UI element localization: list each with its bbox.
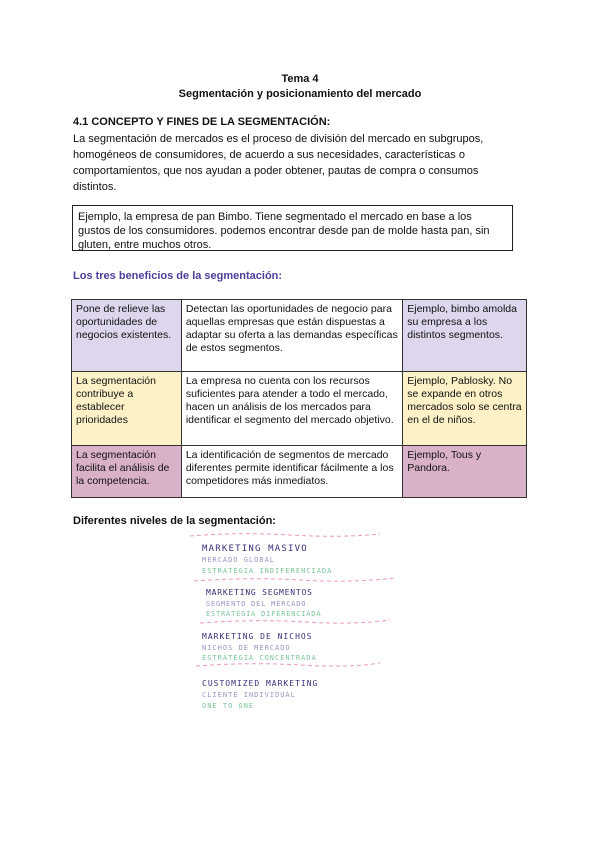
example-cell: Ejemplo, bimbo amolda su empresa a los distintos segmentos. (403, 300, 527, 372)
description-cell: La identificación de segmentos de mercado diferentes permite identificar fácilmente a los competidores más inmediatos. (181, 446, 402, 498)
benefit-cell: La segmentación contribuye a establecer prioridades (72, 372, 182, 446)
level-heading: MARKETING DE NICHOS (202, 632, 313, 641)
intro-paragraph: La segmentación de mercados es el proceso de división del mercado en subgrupos, homogéneos de consumidores, de acuerdo a sus necesidades, características o comportamientos, que nos ayudan a poder obtener, pautas de compra o consumos distintos. (73, 133, 484, 193)
level-line2: ONE TO ONE (202, 702, 255, 710)
benefit-cell: La segmentación facilita el análisis de la competencia. (72, 446, 182, 498)
level-line1: CLIENTE INDIVIDUAL (202, 691, 296, 699)
separator-line (194, 578, 395, 581)
level-line2: ESTRATEGIA CONCENTRADA (202, 654, 317, 662)
separator-line (200, 620, 390, 623)
example-cell: Ejemplo, Pablosky. No se expande en otros mercados solo se centra en el de niños. (403, 372, 527, 446)
separator-line (196, 663, 380, 666)
benefit-cell: Pone de relieve las oportunidades de negocios existentes. (72, 300, 182, 372)
level-heading: MARKETING MASIVO (202, 544, 308, 554)
table-row (72, 372, 527, 446)
level-line1: SEGMENTO DEL MERCADO (206, 600, 307, 608)
levels-title: Diferentes niveles de la segmentación: (73, 515, 276, 527)
example-text: Ejemplo, la empresa de pan Bimbo. Tiene segmentado el mercado en base a los gustos de los consumidores. podemos encontrar desde pan de molde hasta pan, sin gluten, entre muchos otros. (78, 211, 490, 251)
level-line1: MERCADO GLOBAL (202, 556, 276, 564)
separator-line (190, 534, 380, 537)
example-box (72, 205, 513, 251)
example-cell: Ejemplo, Tous y Pandora. (403, 446, 527, 498)
level-heading: CUSTOMIZED MARKETING (202, 679, 319, 688)
handwritten-notes (180, 528, 410, 718)
level-line2: ESTRATEGIA DIFERENCIADA (206, 610, 322, 618)
level-line1: NICHOS DE MERCADO (202, 644, 291, 652)
description-cell: Detectan las oportunidades de negocio para aquellas empresas que están dispuestas a adaptar su oferta a las demandas específicas de estos segmentos. (181, 300, 402, 372)
benefits-table (71, 299, 527, 498)
topic-number: Tema 4 (281, 73, 319, 85)
level-line2: ESTRATEGIA INDIFERENCIADA (202, 567, 333, 575)
benefits-title: Los tres beneficios de la segmentación: (73, 270, 283, 282)
document-header (0, 72, 600, 102)
level-heading: MARKETING SEGMENTOS (206, 588, 313, 597)
topic-title: Segmentación y posicionamiento del mercado (178, 88, 422, 100)
table-row (72, 300, 527, 372)
section-title: 4.1 CONCEPTO Y FINES DE LA SEGMENTACIÓN: (73, 116, 331, 128)
table-row (72, 446, 527, 498)
description-cell: La empresa no cuenta con los recursos suficientes para atender a todo el mercado, hacen un análisis de los mercados para identificar el segmento del mercado objetivo. (181, 372, 402, 446)
